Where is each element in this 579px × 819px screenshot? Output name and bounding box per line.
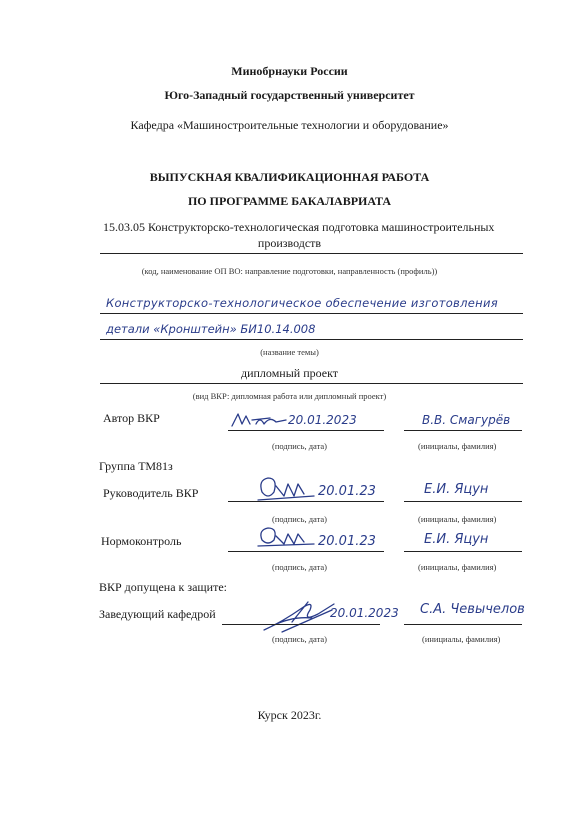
head-date: 20.01.2023 — [330, 606, 399, 620]
supervisor-name-line — [404, 501, 522, 502]
normcontrol-sign-line — [228, 551, 384, 552]
ministry-name: Минобрнауки России — [231, 64, 348, 78]
document-title: ВЫПУСКНАЯ КВАЛИФИКАЦИОННАЯ РАБОТА — [149, 170, 430, 184]
normcontrol-name: Е.И. Яцун — [424, 532, 489, 547]
group-label: Группа ТМ81з — [99, 459, 173, 473]
topic-underline-1 — [100, 313, 523, 314]
program-caption: (код, наименование ОП ВО: направление подготовки, направленность (профиль)) — [141, 266, 438, 276]
head-name-caption: (инициалы, фамилия) — [422, 634, 501, 644]
author-date: 20.01.2023 — [288, 413, 357, 427]
supervisor-sign-caption: (подпись, дата) — [272, 514, 328, 524]
author-sign-line — [228, 430, 384, 431]
program-line-1: 15.03.05 Конструкторско-технологическая подготовка машиностроительных — [103, 220, 495, 234]
normcontrol-sign-caption: (подпись, дата) — [272, 562, 328, 572]
supervisor-date: 20.01.23 — [318, 484, 376, 499]
normcontrol-date: 20.01.23 — [318, 534, 376, 549]
work-type-caption: (вид ВКР: дипломная работа или дипломный проект) — [192, 391, 387, 401]
head-label: Заведующий кафедрой — [99, 607, 216, 621]
topic-handwritten-line-1: Конструкторско-технологическое обеспечение изготовления — [106, 296, 498, 310]
supervisor-name: Е.И. Яцун — [424, 482, 489, 497]
author-label: Автор ВКР — [103, 411, 160, 425]
supervisor-name-caption: (инициалы, фамилия) — [418, 514, 497, 524]
author-name-caption: (инициалы, фамилия) — [418, 441, 497, 451]
topic-caption: (название темы) — [260, 347, 319, 357]
normcontrol-label: Нормоконтроль — [101, 534, 182, 548]
university-name: Юго-Западный государственный университет — [164, 88, 415, 102]
author-signature — [230, 412, 290, 430]
author-name: В.В. Смагурёв — [422, 413, 511, 427]
program-underline — [100, 253, 523, 254]
city-year: Курск 2023г. — [257, 708, 322, 722]
supervisor-signature — [256, 470, 318, 504]
department-name: Кафедра «Машиностроительные технологии и оборудование» — [130, 118, 449, 132]
document-subtitle: ПО ПРОГРАММЕ БАКАЛАВРИАТА — [187, 194, 392, 208]
work-type: дипломный проект — [240, 366, 339, 380]
normcontrol-signature — [256, 524, 318, 550]
program-line-2: производств — [257, 236, 322, 250]
head-sign-caption: (подпись, дата) — [272, 634, 328, 644]
topic-handwritten-line-2: детали «Кронштейн» БИ10.14.008 — [106, 322, 316, 336]
head-name-line — [404, 624, 522, 625]
admission-label: ВКР допущена к защите: — [99, 580, 227, 594]
normcontrol-name-line — [404, 551, 522, 552]
topic-underline-2 — [100, 339, 523, 340]
normcontrol-name-caption: (инициалы, фамилия) — [418, 562, 497, 572]
head-signature — [262, 596, 338, 636]
head-sign-line — [222, 624, 380, 625]
supervisor-sign-line — [228, 501, 384, 502]
supervisor-label: Руководитель ВКР — [103, 486, 199, 500]
head-name: С.А. Чевычелов — [420, 602, 525, 617]
work-type-underline — [100, 383, 523, 384]
author-name-line — [404, 430, 522, 431]
author-sign-caption: (подпись, дата) — [272, 441, 328, 451]
